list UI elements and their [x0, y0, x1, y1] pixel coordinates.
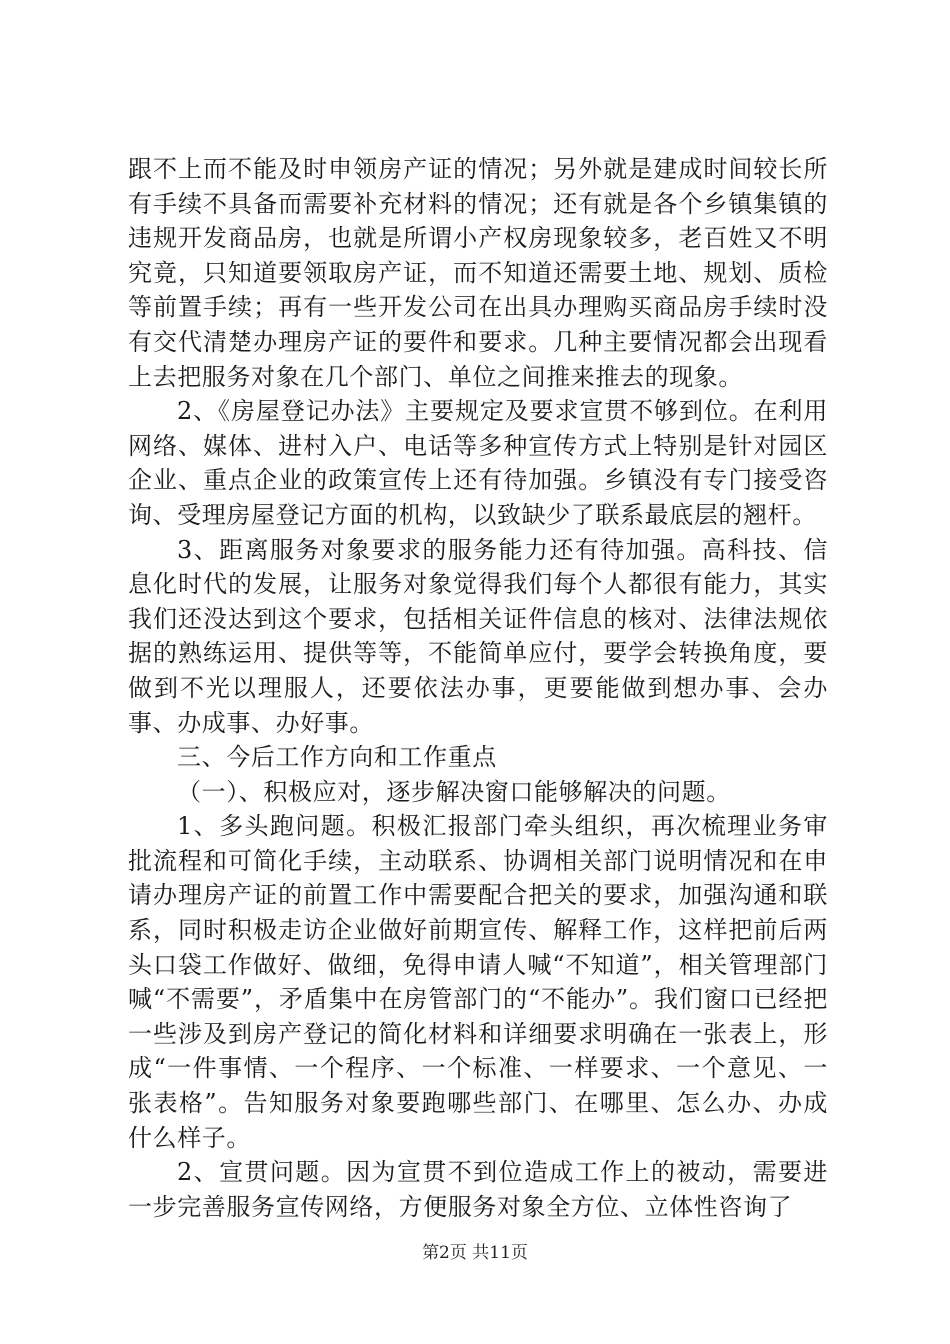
section-heading-3: 三、今后工作方向和工作重点: [177, 743, 497, 772]
page-number-footer: 第2页 共11页: [422, 1243, 528, 1263]
subsection-heading-1: （一）、积极应对，逐步解决窗口能够解决的问题。: [177, 777, 731, 806]
paragraph-continuation: 跟不上而不能及时申领房产证的情况；另外就是建成时间较长所有手续不具备而需要补充材料的情况；还有就是各个乡镇集镇的违规开发商品房，也就是所谓小产权房现象较多，老百姓又不明究竟，只知道要领取房产证，而不知道还需要土地、规划、质检等前置手续；再有一些开发公司在出具办理购买商品房手续时没有交代清楚办理房产证的要件和要求。几种主要情况都会出现看上去把服务对象在几个部门、单位之间推来推去的现象。: [128, 155, 828, 391]
paragraph-multi-trip-issue: 1、多头跑问题。积极汇报部门牵头组织，再次梳理业务审批流程和可简化手续，主动联系、协调相关部门说明情况和在申请办理房产证的前置工作中需要配合把关的要求，加强沟通和联系，同时积极走访企业做好前期宣传、解释工作，这样把前后两头口袋工作做好、做细，免得申请人喊“不知道”，相关管理部门喊“不需要”，矛盾集中在房管部门的“不能办”。我们窗口已经把一些涉及到房产登记的简化材料和详细要求明确在一张表上，形成“一件事情、一个程序、一个标准、一样要求、一个意见、一张表格”。告知服务对象要跑哪些部门、在哪里、怎么办、办成什么样子。: [128, 812, 828, 1152]
paragraph-publicity-issue: 2、宣贯问题。因为宣贯不到位造成工作上的被动，需要进一步完善服务宣传网络，方便服务对象全方位、立体性咨询了: [128, 1158, 828, 1221]
paragraph-item-2: 2、《房屋登记办法》主要规定及要求宣贯不够到位。在利用网络、媒体、进村入户、电话等多种宣传方式上特别是针对园区企业、重点企业的政策宣传上还有待加强。乡镇没有专门接受咨询、受理房屋登记方面的机构，以致缺少了联系最底层的翘杆。: [128, 397, 828, 529]
paragraph-item-3: 3、距离服务对象要求的服务能力还有待加强。高科技、信息化时代的发展，让服务对象觉得我们每个人都很有能力，其实我们还没达到这个要求，包括相关证件信息的核对、法律法规依据的熟练运用、提供等等，不能简单应付，要学会转换角度，要做到不光以理服人，还要依法办事，更要能做到想办事、会办事、办成事、办好事。: [128, 535, 828, 737]
document-body: [128, 152, 828, 1224]
